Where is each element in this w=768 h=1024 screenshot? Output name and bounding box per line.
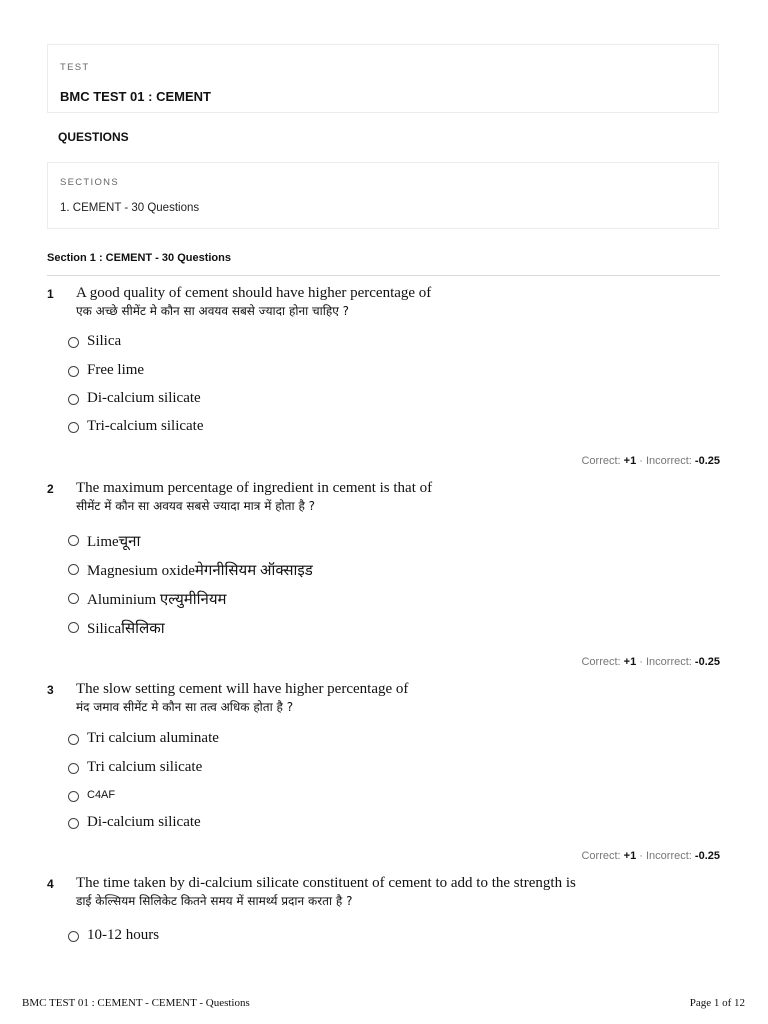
- marks-info: [581, 850, 720, 862]
- section-divider: [47, 275, 720, 276]
- incorrect-label: Incorrect:: [646, 455, 692, 467]
- question-text-hindi: एक अच्छे सीमेंट मे कौन सा अवयव सबसे ज्यादा होना चाहिए ?: [76, 304, 350, 318]
- test-title: BMC TEST 01 : CEMENT: [60, 89, 211, 104]
- option-label: Aluminium एल्युमीनियम: [87, 592, 227, 608]
- sections-card: [47, 162, 719, 229]
- option-label: Free lime: [87, 362, 145, 378]
- option-label: 10-12 hours: [87, 927, 160, 943]
- marks-separator: ·: [636, 455, 646, 467]
- option-label: C4AF: [87, 789, 116, 801]
- radio-icon[interactable]: [68, 734, 79, 745]
- question-text-hindi: मंद जमाव सीमेंट मे कौन सा तत्व अधिक होता है ?: [76, 700, 294, 714]
- radio-icon[interactable]: [68, 763, 79, 774]
- correct-label: Correct:: [581, 850, 621, 862]
- radio-icon[interactable]: [68, 422, 79, 433]
- correct-label: Correct:: [581, 656, 621, 668]
- correct-value: +1: [623, 656, 637, 668]
- option-label: Silicaसिलिका: [87, 621, 165, 637]
- radio-icon[interactable]: [68, 337, 79, 348]
- radio-icon[interactable]: [68, 791, 79, 802]
- radio-icon[interactable]: [68, 394, 79, 405]
- section-link[interactable]: 1. CEMENT - 30 Questions: [60, 202, 200, 214]
- radio-icon[interactable]: [68, 818, 79, 829]
- question-number: 3: [47, 683, 54, 697]
- correct-value: +1: [623, 850, 637, 862]
- radio-icon[interactable]: [68, 535, 79, 546]
- option-label: Di-calcium silicate: [87, 390, 201, 406]
- marks-info: [581, 656, 720, 668]
- marks-separator: ·: [636, 656, 646, 668]
- correct-label: Correct:: [581, 455, 621, 467]
- question-text: A good quality of cement should have higher percentage of: [76, 285, 432, 301]
- question-number: 2: [47, 482, 54, 496]
- test-kicker: TEST: [60, 62, 90, 73]
- marks-info: [581, 455, 720, 467]
- option-label: Tri calcium silicate: [87, 759, 203, 775]
- radio-icon[interactable]: [68, 622, 79, 633]
- incorrect-label: Incorrect:: [646, 656, 692, 668]
- correct-value: +1: [623, 455, 637, 467]
- question-text: The slow setting cement will have higher percentage of: [76, 681, 409, 697]
- sections-kicker: SECTIONS: [60, 177, 119, 188]
- question-number: 4: [47, 877, 54, 891]
- radio-icon[interactable]: [68, 366, 79, 377]
- radio-icon[interactable]: [68, 931, 79, 942]
- question-text: The maximum percentage of ingredient in cement is that of: [76, 480, 433, 496]
- questions-heading: QUESTIONS: [58, 130, 129, 144]
- incorrect-value: -0.25: [694, 455, 720, 467]
- question-text-hindi: सीमेंट में कौन सा अवयव सबसे ज्यादा मात्र में होता है ?: [76, 499, 315, 513]
- question-text: The time taken by di-calcium silicate constituent of cement to add to the strength is: [76, 875, 576, 891]
- option-label: Di-calcium silicate: [87, 814, 201, 830]
- incorrect-value: -0.25: [694, 656, 720, 668]
- option-label: Tri-calcium silicate: [87, 418, 204, 434]
- option-label: Limeचूना: [87, 534, 141, 550]
- incorrect-value: -0.25: [694, 850, 720, 862]
- section-heading: Section 1 : CEMENT - 30 Questions: [47, 252, 231, 264]
- question-text-hindi: डाई केल्सियम सिलिकेट कितने समय में सामर्थ्य प्रदान करता है ?: [76, 894, 353, 908]
- option-label: Magnesium oxideमेगनीसियम ऑक्साइड: [87, 563, 313, 579]
- radio-icon[interactable]: [68, 593, 79, 604]
- page-number: Page 1 of 12: [689, 997, 745, 1009]
- radio-icon[interactable]: [68, 564, 79, 575]
- question-number: 1: [47, 287, 54, 301]
- option-label: Tri calcium aluminate: [87, 730, 219, 746]
- footer-title: BMC TEST 01 : CEMENT - CEMENT - Questions: [22, 997, 250, 1009]
- incorrect-label: Incorrect:: [646, 850, 692, 862]
- option-label: Silica: [87, 333, 122, 349]
- test-card: [47, 44, 719, 113]
- marks-separator: ·: [636, 850, 646, 862]
